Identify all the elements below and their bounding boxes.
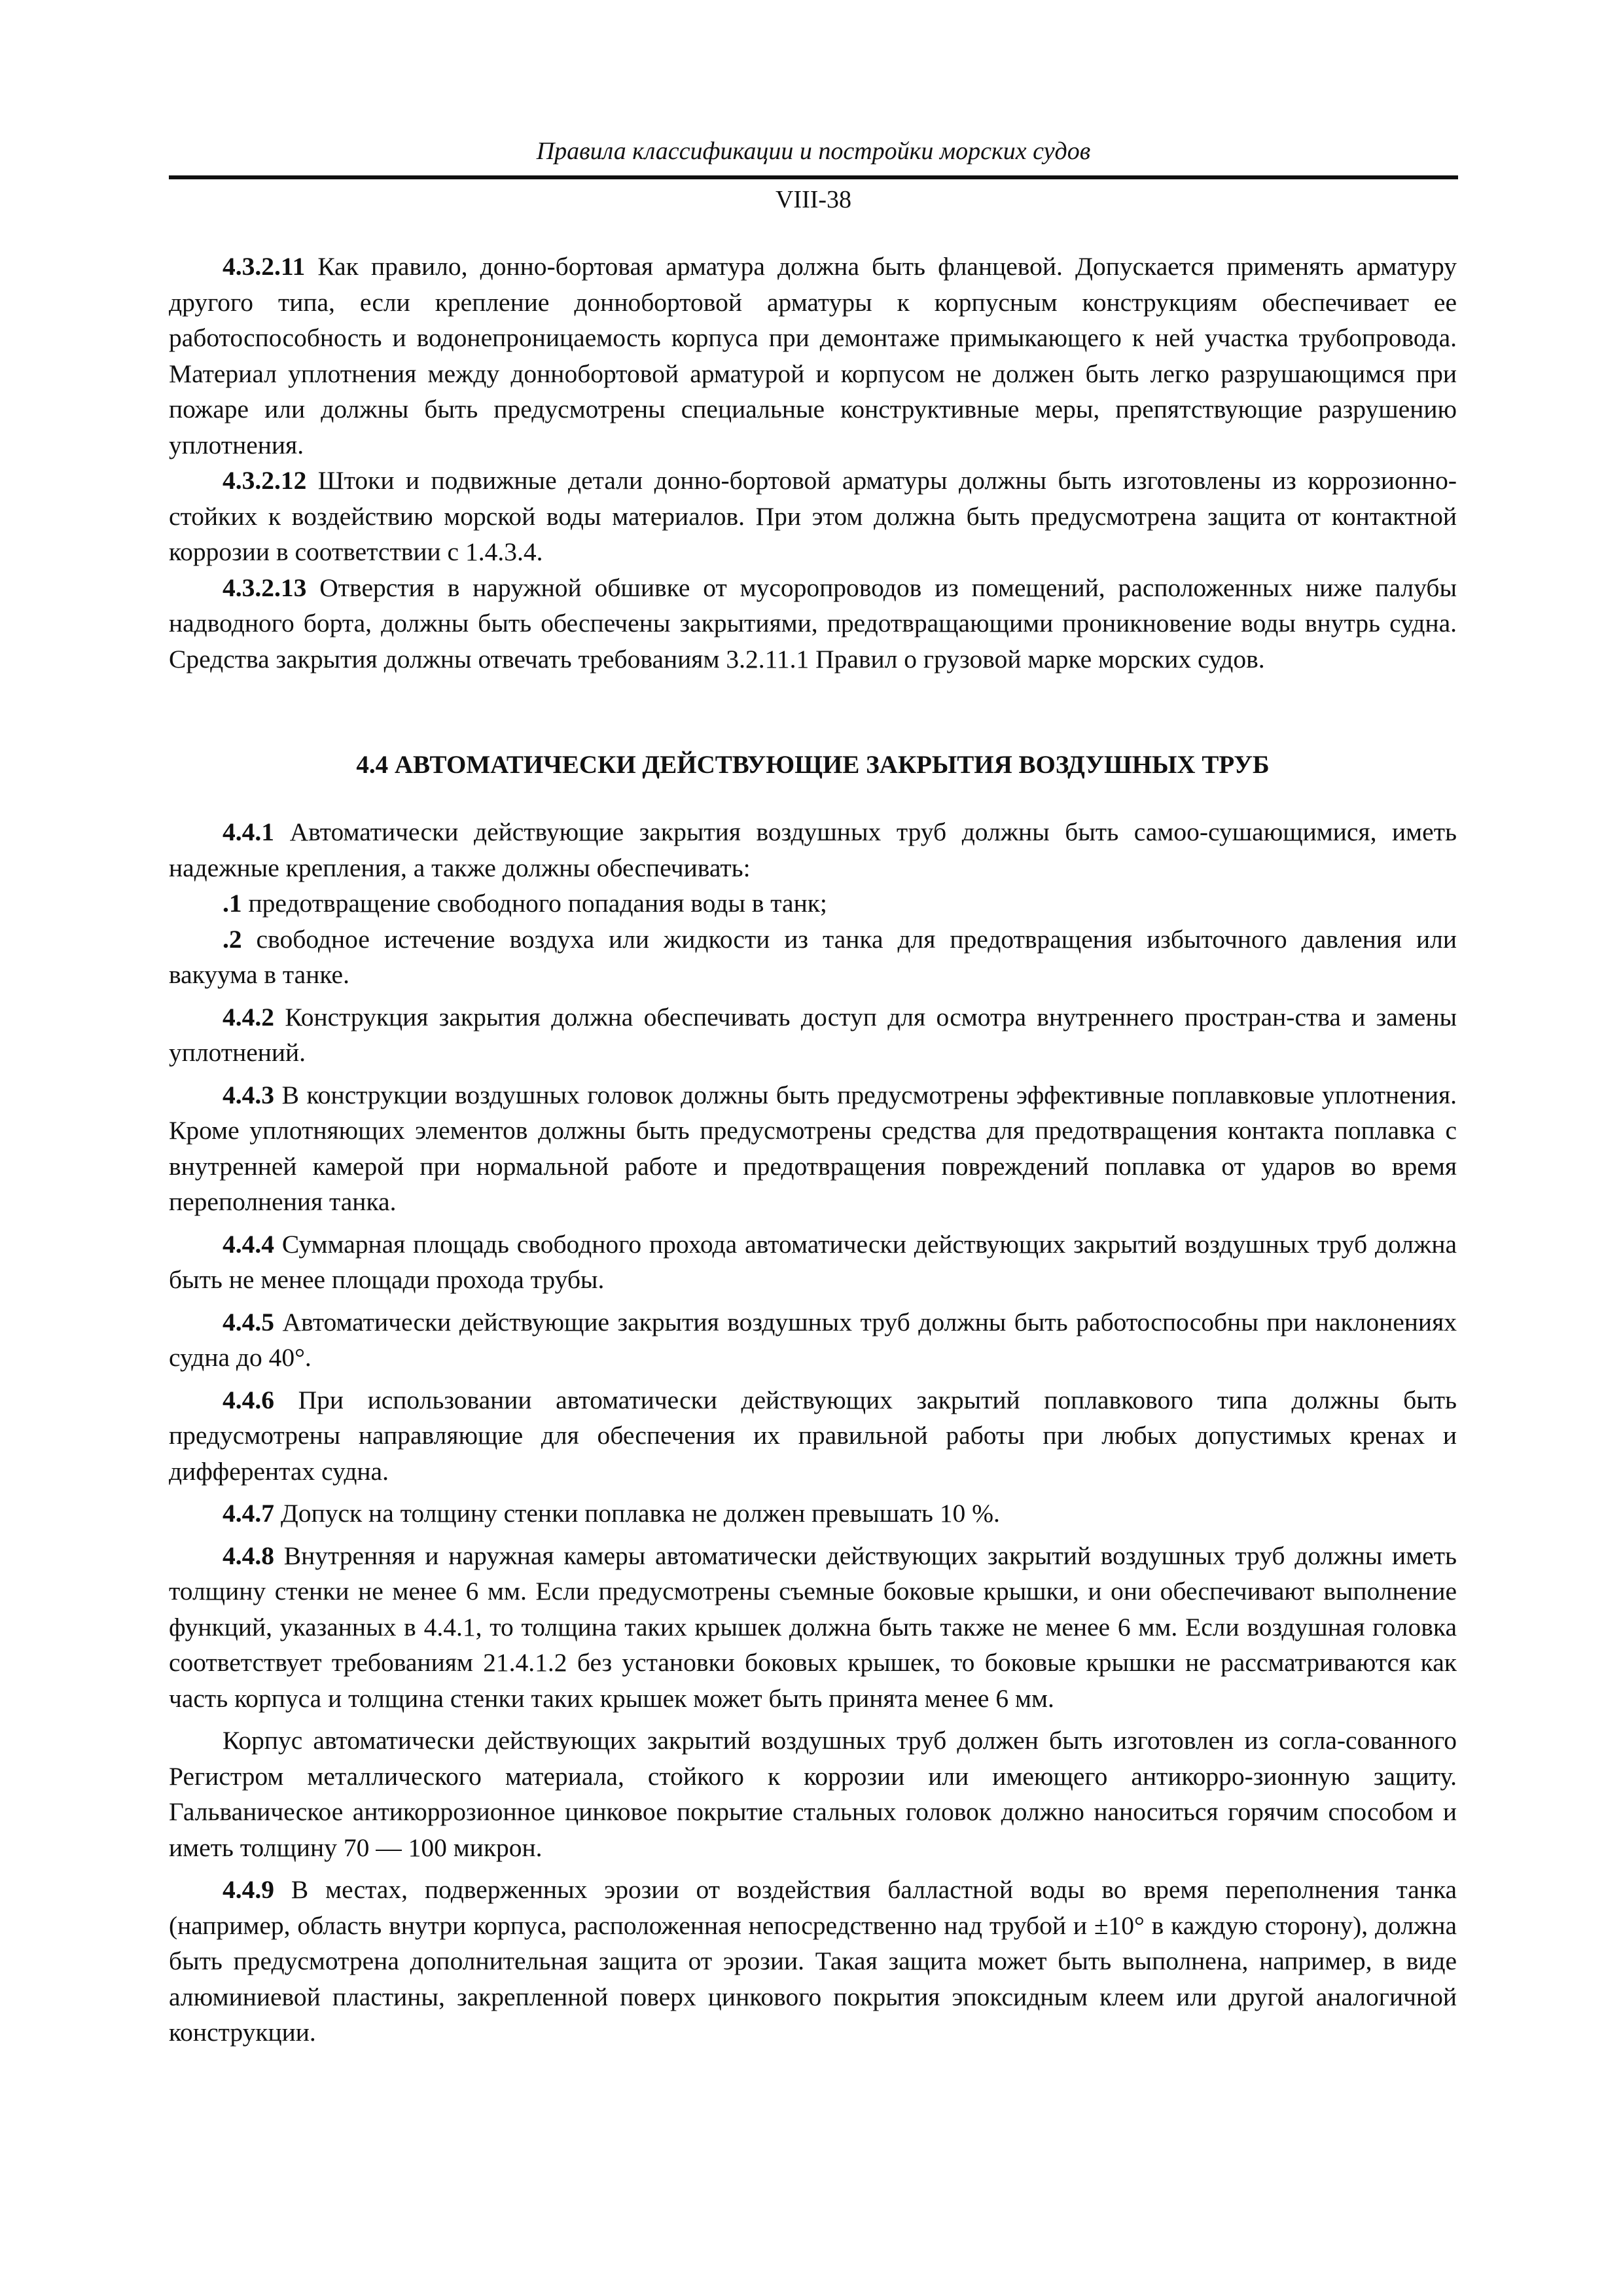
clause-number: 4.4.3 [223, 1080, 274, 1109]
paragraph-4-3-2-13 [169, 570, 1457, 677]
paragraph-4-4-7 [169, 1496, 1457, 1532]
clause-number: 4.4.7 [223, 1499, 274, 1528]
clause-number: 4.3.2.11 [223, 252, 306, 281]
paragraph-4-4-1 [169, 814, 1457, 886]
paragraph-4-4-6 [169, 1382, 1457, 1490]
paragraph-text: Отверстия в наружной обшивке от мусоропроводов из помещений, расположенных ниже палубы надводного борта, должны быть обеспечены закрытиями, предотвращающими проникновение воды внутрь судна. Средства закрытия должны отвечать требованиям 3.2.11.1 Правил о грузовой марке морских судов. [169, 573, 1457, 673]
clause-number: 4.4.1 [223, 817, 274, 846]
paragraph-text: Конструкция закрытия должна обеспечивать доступ для осмотра внутреннего простран-ства и замены уплотнений. [169, 1002, 1457, 1067]
paragraph-4-4-9 [169, 1872, 1457, 2051]
list-item-2 [169, 922, 1457, 993]
paragraph-text: Внутренняя и наружная камеры автоматически действующих закрытий воздушных труб должны иметь толщину стенки не менее 6 мм. Если предусмотрены съемные боковые крышки, и они обеспечивают выполнение функций, указанных в 4.4.1, то толщина таких крышек должна быть также не менее 6 мм. Если воздушная головка соответствует требованиям 21.4.1.2 без установки боковых крышек, то боковые крышки не рассматриваются как часть корпуса и толщина стенки таких крышек может быть принята менее 6 мм. [169, 1541, 1457, 1713]
clause-number: 4.4.2 [223, 1002, 274, 1031]
list-number: .2 [223, 924, 242, 954]
paragraph-text: В конструкции воздушных головок должны быть предусмотрены эффективные поплавковые уплотнения. Кроме уплотняющих элементов должны быть предусмотрены средства для предотвращения контакта поплавка с внутренней камерой при нормальной работе и предотвращения повреждений поплавка от ударов во время переполнения танка. [169, 1080, 1457, 1216]
clause-number: 4.4.6 [223, 1385, 274, 1414]
list-item-1 [169, 886, 1457, 922]
paragraph-text: Штоки и подвижные детали донно-бортовой арматуры должны быть изготовлены из коррозионно-стойких к воздействию морской воды материалов. При этом должна быть предусмотрена защита от контактной коррозии в соответствии с 1.4.3.4. [169, 466, 1457, 566]
clause-number: 4.3.2.12 [223, 466, 307, 495]
list-number: .1 [223, 889, 242, 918]
document-body [169, 249, 1457, 2051]
paragraph-4-4-3 [169, 1077, 1457, 1220]
list-item-text: свободное истечение воздуха или жидкости из танка для предотвращения избыточного давления или вакуума в танке. [169, 924, 1457, 989]
paragraph-4-4-8 [169, 1538, 1457, 1717]
paragraph-text: Как правило, донно-бортовая арматура должна быть фланцевой. Допускается применять арматуру другого типа, если крепление доннобортовой арматуры к корпусным конструкциям обеспечивает ее работоспособность и водонепроницаемость корпуса при демонтаже примыкающего к ней участка трубопровода. Материал уплотнения между доннобортовой арматурой и корпусом не должен быть легко разрушающимся при пожаре или должны быть предусмотрены специальные конструктивные меры, препятствующие разрушению уплотнения. [169, 252, 1457, 459]
paragraph-4-4-2 [169, 999, 1457, 1071]
page-number: VIII-38 [775, 186, 852, 213]
paragraph-text: В местах, подверженных эрозии от воздействия балластной воды во время переполнения танка (например, область внутри корпуса, расположенная непосредственно над трубой и ±10° в каждую сторону), должна быть предусмотрена дополнительная защита от эрозии. Такая защита может быть выполнена, например, в виде алюминиевой пластины, закрепленной поверх цинкового покрытия эпоксидным клеем или другой аналогичной конструкции. [169, 1875, 1457, 2047]
paragraph-4-4-5 [169, 1304, 1457, 1376]
paragraph-4-3-2-12 [169, 463, 1457, 570]
clause-number: 4.3.2.13 [223, 573, 307, 602]
clause-number: 4.4.4 [223, 1229, 274, 1259]
running-header-title: Правила классификации и постройки морских судов [536, 137, 1091, 165]
header-divider [169, 175, 1458, 179]
clause-number: 4.4.8 [223, 1541, 274, 1570]
paragraph-text: Суммарная площадь свободного прохода автоматически действующих закрытий воздушных труб должна быть не менее площади прохода трубы. [169, 1229, 1457, 1294]
clause-number: 4.4.9 [223, 1875, 274, 1904]
list-item-text: предотвращение свободного попадания воды в танк; [241, 889, 827, 918]
paragraph-4-4-4 [169, 1227, 1457, 1298]
paragraph-text: Автоматически действующие закрытия воздушных труб должны быть самоо-сушающимися, иметь надежные крепления, а также должны обеспечивать: [169, 817, 1457, 882]
section-heading: 4.4 АВТОМАТИЧЕСКИ ДЕЙСТВУЮЩИЕ ЗАКРЫТИЯ ВОЗДУШНЫХ ТРУБ [356, 751, 1270, 779]
paragraph-text: Корпус автоматически действующих закрытий воздушных труб должен быть изготовлен из согла-сованного Регистром металлического материала, стойкого к коррозии или имеющего антикорро-зионную защиту. Гальваническое антикоррозионное цинковое покрытие стальных головок должно наноситься горячим способом и иметь толщину 70 — 100 микрон. [169, 1726, 1457, 1862]
paragraph-text: Допуск на толщину стенки поплавка не должен превышать 10 %. [274, 1499, 1000, 1528]
clause-number: 4.4.5 [223, 1307, 274, 1336]
paragraph-housing-material [169, 1723, 1457, 1865]
paragraph-text: При использовании автоматически действующих закрытий поплавкового типа должны быть предусмотрены направляющие для обеспечения их правильной работы при любых допустимых кренах и дифферентах судна. [169, 1385, 1457, 1486]
paragraph-text: Автоматически действующие закрытия воздушных труб должны быть работоспособны при наклонениях судна до 40°. [169, 1307, 1457, 1372]
paragraph-4-3-2-11 [169, 249, 1457, 463]
